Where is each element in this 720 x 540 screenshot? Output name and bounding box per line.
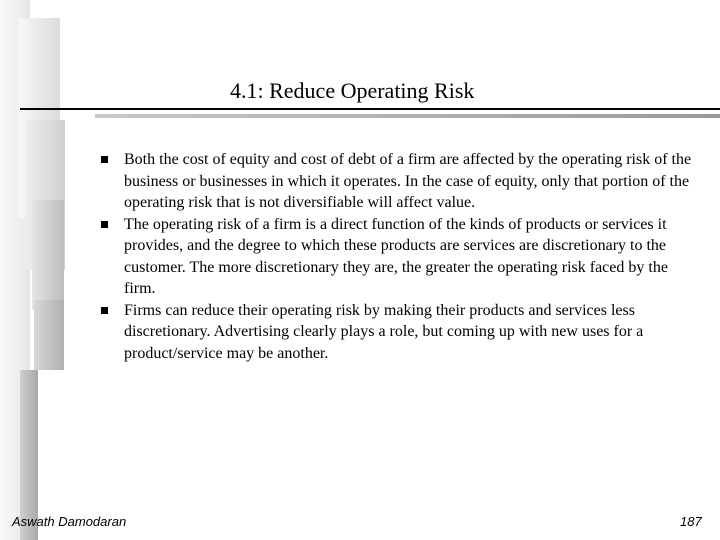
footer-author: Aswath Damodaran bbox=[12, 514, 127, 529]
bullet-item bbox=[98, 149, 698, 214]
slide-title: 4.1: Reduce Operating Risk bbox=[230, 78, 475, 103]
square-bullet-icon bbox=[101, 221, 108, 228]
square-bullet-icon bbox=[101, 156, 108, 163]
bullet-text: Both the cost of equity and cost of debt of a firm are affected by the operating risk of the business or businesses in which it operates. In the case of equity, only that portion of the operating risk that is not diversifiable will affect value. bbox=[124, 151, 692, 211]
title-shadow-bar bbox=[95, 114, 720, 118]
decorative-gradient-bar bbox=[34, 300, 64, 370]
bullet-text: Firms can reduce their operating risk by making their products and services less discretionary. Advertising clearly plays a role, but coming up with new uses for a product/service may be another. bbox=[124, 301, 644, 362]
square-bullet-icon bbox=[101, 307, 108, 314]
bullet-item bbox=[98, 300, 698, 365]
bullet-text: The operating risk of a firm is a direct function of the kinds of products or services it provides, and the degree to which these products are services are discretionary to the customer. The more discretionary they are, the greater the operating risk faced by the firm. bbox=[124, 215, 668, 297]
bullet-item bbox=[98, 214, 698, 300]
page-number: 187 bbox=[680, 514, 702, 529]
bullet-list bbox=[98, 149, 698, 364]
decorative-gradient-bar bbox=[32, 200, 64, 310]
title-underline bbox=[20, 108, 720, 110]
